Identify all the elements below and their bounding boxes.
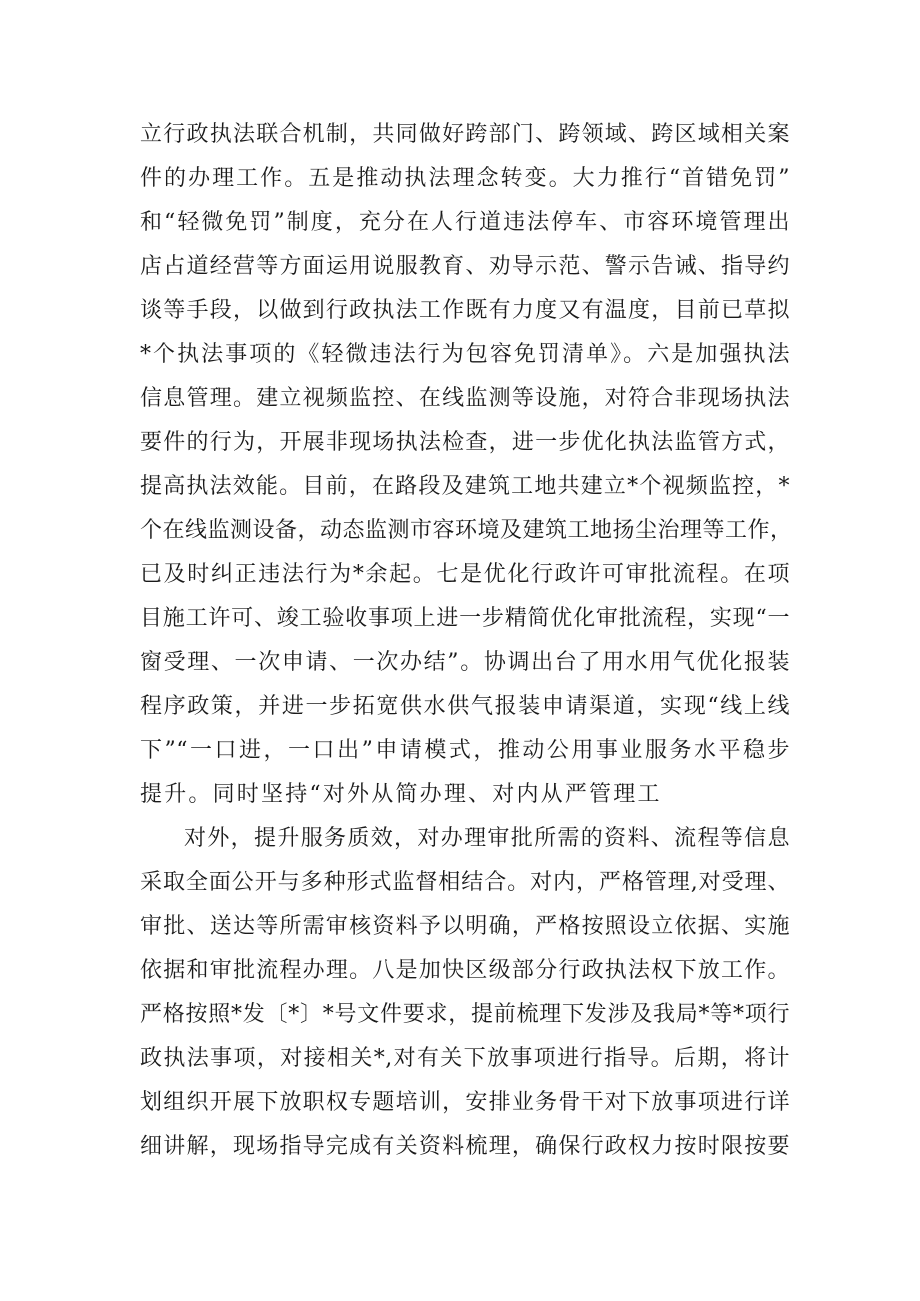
text-line: 个在线监测设备，动态监测市容环境及建筑工地扬尘治理等工作，: [140, 518, 793, 543]
text-line: 严格按照*发〔*〕*号文件要求，提前梳理下发涉及我局*等*项行: [140, 1002, 790, 1027]
text-line: 采取全面公开与多种形式监督相结合。对内，严格管理,对受理、: [140, 870, 790, 895]
text-line: *个执法事项的《轻微违法行为包容免罚清单》。六是加强执法: [140, 342, 790, 367]
text-line: 店占道经营等方面运用说服教育、劝导示范、警示告诫、指导约: [140, 254, 790, 279]
text-line: 细讲解，现场指导完成有关资料梳理，确保行政权力按时限按要: [140, 1134, 790, 1159]
paragraph-first-line: 对外，提升服务质效，对办理审批所需的资料、流程等信息: [184, 826, 790, 851]
text-line: 政执法事项，对接相关*,对有关下放事项进行指导。后期，将计: [140, 1046, 790, 1071]
text-line: 谈等手段，以做到行政执法工作既有力度又有温度，目前已草拟: [140, 298, 790, 323]
text-line: 提升。同时坚持“对外从简办理、对内从严管理工: [140, 782, 662, 807]
text-line: 已及时纠正违法行为*余起。七是优化行政许可审批流程。在项: [140, 562, 790, 587]
text-line: 提高执法效能。目前，在路段及建筑工地共建立*个视频监控，*: [140, 474, 790, 499]
text-line: 依据和审批流程办理。八是加快区级部分行政执法权下放工作。: [140, 958, 790, 983]
text-line: 要件的行为，开展非现场执法检查，进一步优化执法监管方式，: [140, 430, 790, 455]
text-line: 程序政策，并进一步拓宽供水供气报装申请渠道，实现“线上线: [140, 694, 790, 719]
text-line: 划组织开展下放职权专题培训，安排业务骨干对下放事项进行详: [140, 1090, 790, 1115]
text-line: 信息管理。建立视频监控、在线监测等设施，对符合非现场执法: [140, 386, 790, 411]
text-line: 立行政执法联合机制，共同做好跨部门、跨领域、跨区域相关案: [140, 122, 790, 147]
text-line: 和“轻微免罚”制度，充分在人行道违法停车、市容环境管理出: [140, 210, 790, 235]
text-line: 窗受理、一次申请、一次办结”。协调出台了用水用气优化报装: [140, 650, 790, 675]
text-line: 目施工许可、竣工验收事项上进一步精简优化审批流程，实现“一: [140, 606, 790, 631]
text-line: 审批、送达等所需审核资料予以明确，严格按照设立依据、实施: [140, 914, 790, 939]
text-line: 件的办理工作。五是推动执法理念转变。大力推行“首错免罚”: [140, 166, 790, 191]
text-line: 下”“一口进，一口出”申请模式，推动公用事业服务水平稳步: [140, 738, 790, 763]
